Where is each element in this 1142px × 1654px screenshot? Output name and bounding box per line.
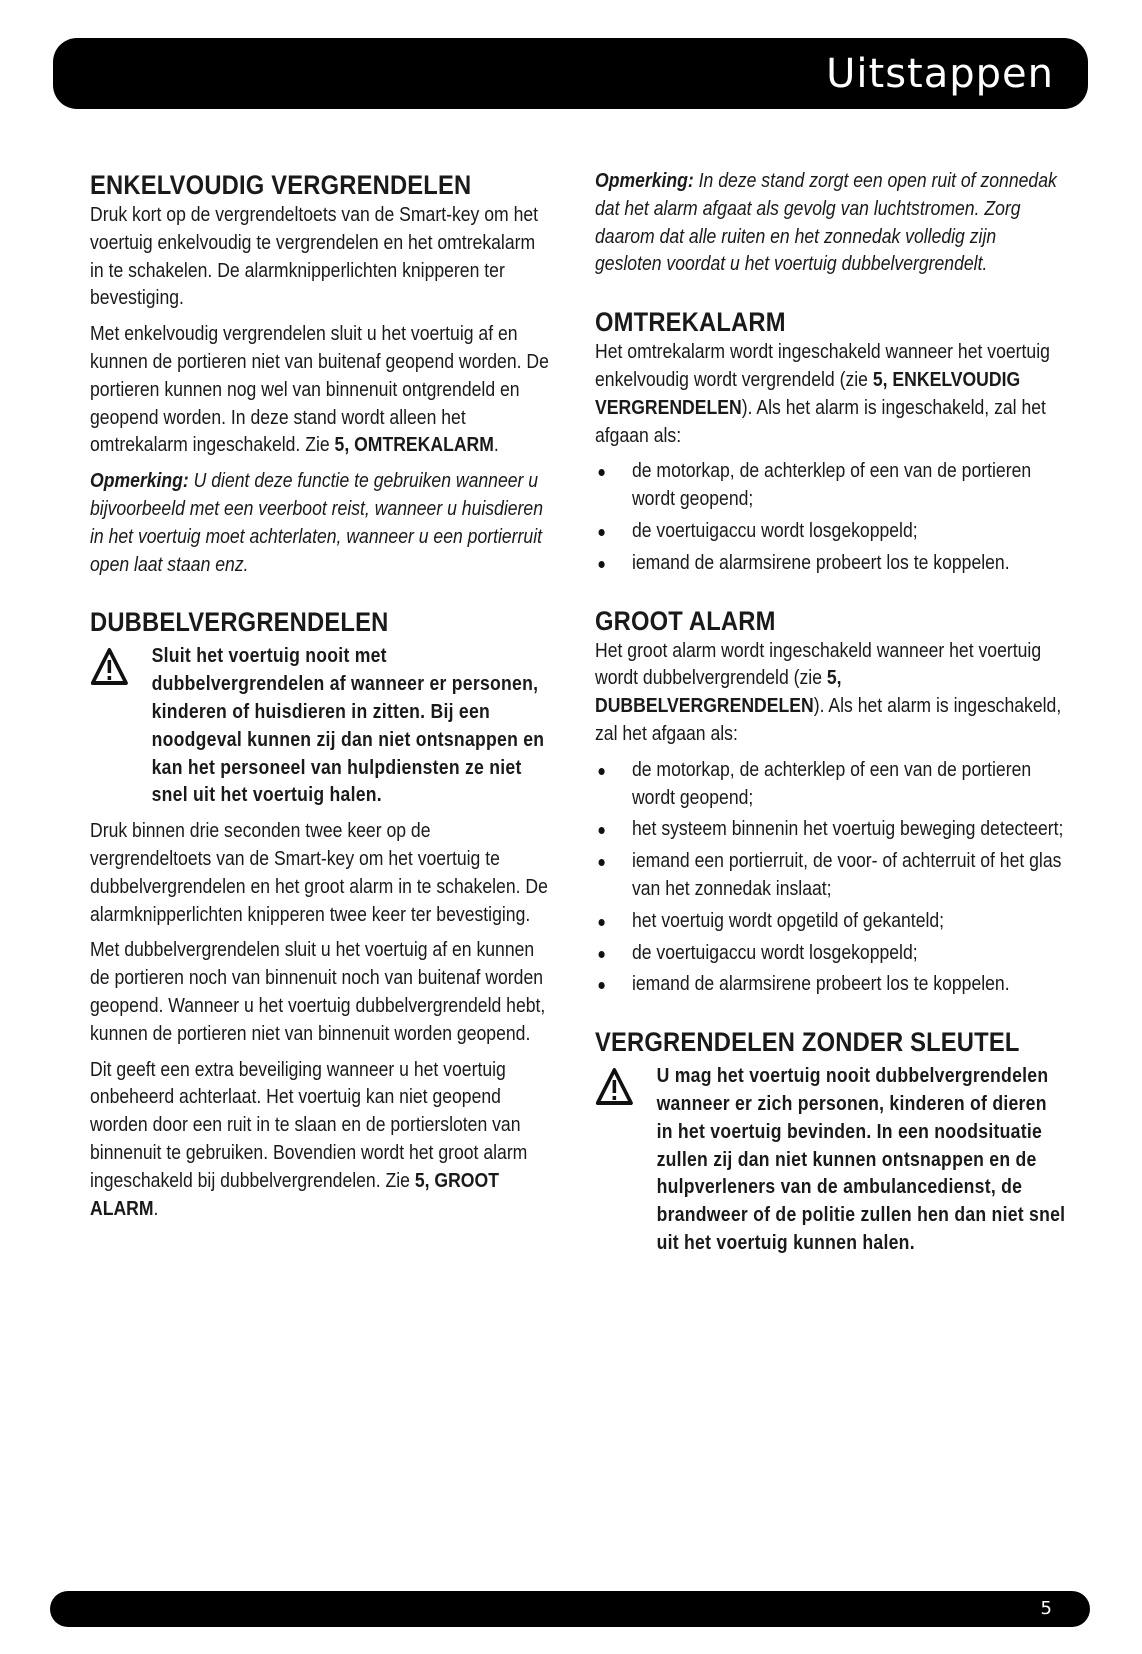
heading-dubbelvergrendelen: DUBBELVERGRENDELEN <box>90 607 389 638</box>
paragraph: Met enkelvoudig vergrendelen sluit u het voertuig af en kunnen de portieren niet van buitenaf geopend worden. De portieren kunnen nog wel van binnenuit ontgrendeld en geopend worden. In deze stand wordt alleen het omtrekalarm ingeschakeld. Zie 5, OMTREKALARM. <box>90 323 549 457</box>
warning-text: U mag het voertuig nooit dubbelvergrendelen wanneer er zich personen, kinderen of dieren in het voertuig bevinden. In een noodsituatie zullen zij dan niet kunnen ontsnappen en de hulpverleners van de ambulancedienst, de brandweer of de politie zullen hen dan niet snel uit het voertuig kunnen halen. <box>656 1065 1066 1254</box>
warning-triangle-icon <box>90 643 152 810</box>
paragraph: Met dubbelvergrendelen sluit u het voertuig af en kunnen de portieren noch van binnenuit noch van buitenaf worden geopend. Wanneer u het voertuig dubbelvergrendeld hebt, kunnen de portieren niet van binnenuit worden geopend. <box>90 939 546 1045</box>
heading-vergrendelen-zonder-sleutel: VERGRENDELEN ZONDER SLEUTEL <box>595 1027 1020 1058</box>
warning-text: Sluit het voertuig nooit met dubbelvergrendelen af wanneer er personen, kinderen of huisdieren in zitten. Bij een noodgeval kunnen zij dan niet ontsnappen en kan het personeel van hulpdiensten ze niet snel uit het voertuig halen. <box>151 645 545 807</box>
bullet-list <box>595 458 1067 577</box>
heading-omtrekalarm: OMTREKALARM <box>595 307 786 338</box>
page-title: Uitstappen <box>826 51 1054 97</box>
warning-triangle-icon <box>595 1063 657 1258</box>
warning-block <box>595 1063 1067 1258</box>
list-item: de motorkap, de achterklep of een van de portieren wordt geopend; <box>595 458 1067 514</box>
list-item: de voertuigaccu wordt losgekoppeld; <box>595 518 1067 546</box>
heading-groot-alarm: GROOT ALARM <box>595 605 776 636</box>
list-item: iemand de alarmsirene probeert los te koppelen. <box>595 971 1067 999</box>
warning-block <box>90 643 551 810</box>
right-column <box>595 168 1065 1266</box>
heading-enkelvoudig-vergrendelen: ENKELVOUDIG VERGRENDELEN <box>90 170 472 200</box>
list-item: het voertuig wordt opgetild of gekanteld; <box>595 908 1067 936</box>
page-number: 5 <box>1040 1598 1052 1619</box>
paragraph: Het groot alarm wordt ingeschakeld wanneer het voertuig wordt dubbelvergrendeld (zie 5, DUBBELVERGRENDELEN). Als het alarm is ingeschakeld, zal het afgaan als: <box>595 639 1062 745</box>
bullet-list <box>595 757 1067 999</box>
paragraph: Het omtrekalarm wordt ingeschakeld wanneer het voertuig enkelvoudig wordt vergrendeld (zie 5, ENKELVOUDIG VERGRENDELEN). Als het alarm is ingeschakeld, zal het afgaan als: <box>595 341 1050 447</box>
cross-reference: 5, DUBBELVERGRENDELEN <box>595 667 842 718</box>
paragraph: Druk binnen drie seconden twee keer op de vergrendeltoets van de Smart-key om het voertuig te dubbelvergrendelen en het groot alarm in te schakelen. De alarmknipperlichten knipperen twee keer ter bevestiging. <box>90 820 548 926</box>
note: Opmerking: In deze stand zorgt een open ruit of zonnedak dat het alarm afgaat als gevolg van luchtstromen. Zorg daarom dat alle ruiten en het zonnedak volledig zijn gesloten voordat u het voertuig dubbelvergrendelt. <box>595 170 1057 276</box>
header-bar <box>53 38 1088 109</box>
paragraph: Dit geeft een extra beveiliging wanneer u het voertuig onbeheerd achterlaat. Het voertuig kan niet geopend worden door een ruit in te slaan en de portiersloten van binnenuit te gebruiken. Bovendien wordt het groot alarm ingeschakeld bij dubbelvergrendelen. Zie 5, GROOT ALARM. <box>90 1058 528 1220</box>
cross-reference: 5, GROOT ALARM <box>90 1169 499 1220</box>
list-item: de voertuigaccu wordt losgekoppeld; <box>595 940 1067 968</box>
list-item: iemand de alarmsirene probeert los te koppelen. <box>595 550 1067 578</box>
list-item: iemand een portierruit, de voor- of achterruit of het glas van het zonnedak inslaat; <box>595 848 1067 904</box>
list-item: de motorkap, de achterklep of een van de portieren wordt geopend; <box>595 757 1067 813</box>
cross-reference: 5, OMTREKALARM <box>334 434 494 457</box>
list-item: het systeem binnenin het voertuig beweging detecteert; <box>595 816 1067 844</box>
footer-bar <box>50 1591 1090 1627</box>
paragraph: Druk kort op de vergrendeltoets van de Smart-key om het voertuig enkelvoudig te vergrendelen en het omtrekalarm in te schakelen. De alarmknipperlichten knipperen ter bevestiging. <box>90 204 539 310</box>
cross-reference: 5, ENKELVOUDIG VERGRENDELEN <box>595 368 1021 419</box>
left-column <box>90 168 550 1231</box>
note: Opmerking: U dient deze functie te gebruiken wanneer u bijvoorbeeld met een veerboot reist, wanneer u huisdieren in het voertuig moet achterlaten, wanneer u een portierruit open laat staan enz. <box>90 470 543 576</box>
